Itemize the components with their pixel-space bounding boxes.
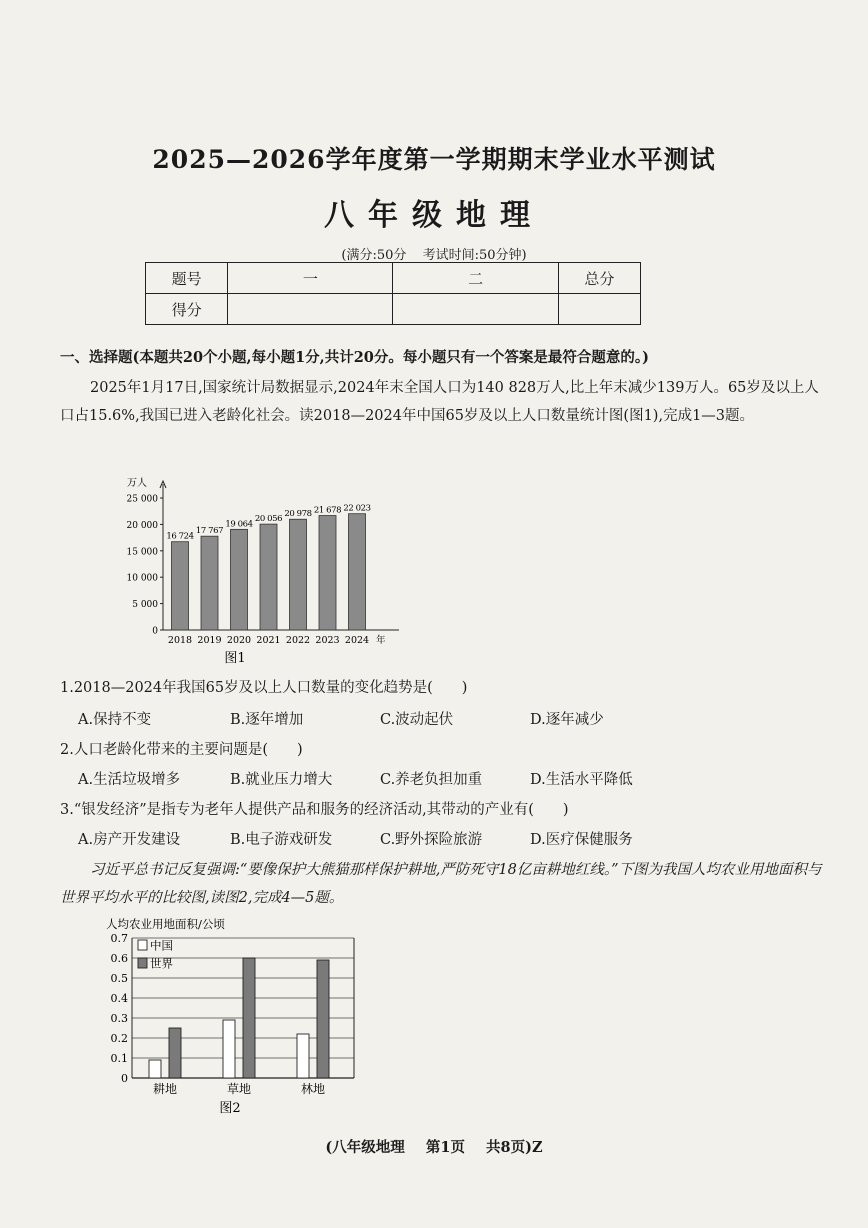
option-c[interactable]: C.野外探险旅游 xyxy=(380,832,483,848)
exam-meta xyxy=(0,244,868,263)
x-tick-label: 2023 xyxy=(315,635,340,646)
data-label: 17 767 xyxy=(195,526,224,537)
option-c[interactable]: C.养老负担加重 xyxy=(380,772,483,788)
y-tick-label: 0.5 xyxy=(110,972,128,985)
option-d[interactable]: D.医疗保健服务 xyxy=(530,832,633,848)
score-input-cell[interactable] xyxy=(393,294,558,325)
page-footer xyxy=(0,1136,868,1157)
question-3: 3.“银发经济”是指专为老年人提供产品和服务的经济活动,其带动的产业有( ) xyxy=(60,802,569,818)
footer-subject: (八年级地理 xyxy=(325,1139,405,1156)
data-label: 22 023 xyxy=(343,503,371,514)
figure-2-chart xyxy=(100,914,370,1128)
x-tick-label: 2020 xyxy=(226,635,252,646)
bar-世界-耕地 xyxy=(169,1028,181,1078)
bar-2020 xyxy=(231,529,248,630)
y-tick-label: 0.4 xyxy=(110,992,128,1005)
bar-中国-林地 xyxy=(297,1034,309,1078)
x-tick-label: 草地 xyxy=(226,1082,252,1096)
score-cell: 二 xyxy=(393,263,558,294)
exam-title: 2025—2026学年度第一学期期末学业水平测试 xyxy=(152,145,716,174)
data-label: 20 978 xyxy=(284,509,312,520)
x-tick-label: 2022 xyxy=(285,635,311,646)
figure-caption: 图2 xyxy=(219,1101,241,1116)
x-tick-label: 2024 xyxy=(344,635,370,646)
option-a[interactable]: A.生活垃圾增多 xyxy=(78,772,181,788)
option-c[interactable]: C.波动起伏 xyxy=(380,712,454,728)
option-b[interactable]: B.电子游戏研发 xyxy=(230,832,333,848)
bar-2021 xyxy=(260,524,277,630)
section2-intro: 习近平总书记反复强调:“要像保护大熊猫那样保护耕地,严防死守18亿亩耕地红线。”下图为我国人均农业用地面积与世界平均水平的比较图,读图2,完成4—5题。 xyxy=(60,862,822,906)
y-tick-label: 0.6 xyxy=(110,952,128,965)
exam-time: 考试时间:50分钟) xyxy=(422,248,527,263)
score-cell: 题号 xyxy=(146,263,228,294)
x-tick-label: 2018 xyxy=(167,635,193,646)
figure-1-chart xyxy=(115,476,415,666)
full-score: (满分:50分 xyxy=(341,248,407,263)
y-tick-label: 5 000 xyxy=(132,600,158,611)
question-2-options xyxy=(78,768,778,790)
x-tick-label: 耕地 xyxy=(152,1082,178,1096)
score-input-cell[interactable] xyxy=(228,294,393,325)
score-cell: 总分 xyxy=(558,263,640,294)
data-label: 20 056 xyxy=(254,514,283,525)
option-b[interactable]: B.逐年增加 xyxy=(230,712,304,728)
section-heading: 一、选择题(本题共20个小题,每小题1分,共计20分。每小题只有一个答案是最符合题意的。) xyxy=(60,349,650,366)
score-table-score-row xyxy=(146,294,641,325)
option-a[interactable]: A.房产开发建设 xyxy=(78,832,181,848)
score-table xyxy=(145,262,641,325)
option-a[interactable]: A.保持不变 xyxy=(78,712,152,728)
score-cell: 得分 xyxy=(146,294,228,325)
score-input-cell[interactable] xyxy=(558,294,640,325)
y-tick-label: 0.1 xyxy=(110,1052,128,1065)
exam-subject: 八年级地理 xyxy=(324,198,544,233)
x-tick-label: 2019 xyxy=(197,635,222,646)
chart-title: 人均农业用地面积/公顷 xyxy=(106,917,225,931)
bar-2022 xyxy=(290,519,307,630)
question-3-options xyxy=(78,828,778,850)
footer-total: 共8页)Z xyxy=(486,1139,543,1156)
option-b[interactable]: B.就业压力增大 xyxy=(230,772,333,788)
y-tick-label: 10 000 xyxy=(126,573,158,584)
y-tick-label: 0.3 xyxy=(110,1012,128,1025)
data-label: 19 064 xyxy=(225,519,253,530)
y-tick-label: 0 xyxy=(121,1072,128,1085)
y-tick-label: 0.7 xyxy=(110,932,128,945)
bar-世界-林地 xyxy=(317,960,329,1078)
option-d[interactable]: D.生活水平降低 xyxy=(530,772,633,788)
legend-label: 世界 xyxy=(150,956,173,971)
score-table-header-row xyxy=(146,263,641,294)
x-tick-label: 林地 xyxy=(300,1082,326,1096)
score-cell: 一 xyxy=(228,263,393,294)
bar-中国-耕地 xyxy=(149,1060,161,1078)
data-label: 16 724 xyxy=(166,531,194,542)
legend-swatch-中国 xyxy=(138,940,147,950)
legend-swatch-世界 xyxy=(138,958,147,968)
y-tick-label: 0.2 xyxy=(110,1032,128,1045)
bar-世界-草地 xyxy=(243,958,255,1078)
question-1-options xyxy=(78,708,778,730)
footer-page: 第1页 xyxy=(425,1139,465,1156)
legend-label: 中国 xyxy=(150,938,173,953)
question-1: 1.2018—2024年我国65岁及以上人口数量的变化趋势是( ) xyxy=(60,680,468,696)
x-tick-label: 2021 xyxy=(256,635,281,646)
y-tick-label: 0 xyxy=(152,626,158,637)
bar-2019 xyxy=(201,536,218,630)
y-tick-label: 25 000 xyxy=(126,494,158,505)
y-tick-label: 15 000 xyxy=(126,547,158,558)
question-2: 2.人口老龄化带来的主要问题是( ) xyxy=(60,742,303,758)
bar-中国-草地 xyxy=(223,1020,235,1078)
bar-2023 xyxy=(319,516,336,630)
bar-2018 xyxy=(172,542,189,630)
section-intro: 2025年1月17日,国家统计局数据显示,2024年末全国人口为140 828万人,比上年末减少139万人。65岁及以上人口占15.6%,我国已进入老龄化社会。读2018—2024年中国65岁及以上人口数量统计图(图1),完成1—3题。 xyxy=(60,380,819,424)
option-d[interactable]: D.逐年减少 xyxy=(530,712,604,728)
figure-caption: 图1 xyxy=(224,651,246,666)
y-axis-unit-label: 万人 xyxy=(127,478,147,489)
data-label: 21 678 xyxy=(313,505,342,516)
y-tick-label: 20 000 xyxy=(126,520,158,531)
bar-2024 xyxy=(349,514,366,630)
x-axis-unit-label: 年 xyxy=(376,635,386,646)
